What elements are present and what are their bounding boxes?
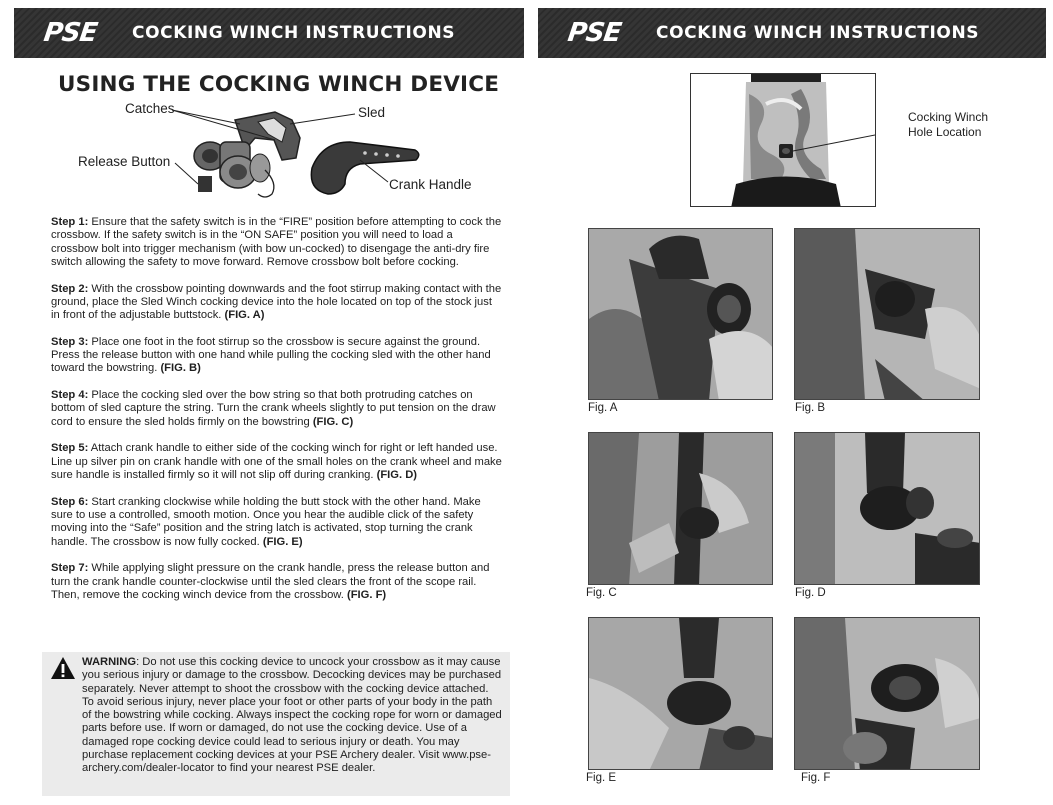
warning-label: WARNING (82, 656, 137, 668)
fig-b-caption: Fig. B (795, 402, 826, 414)
fig-a-illustration (589, 229, 773, 400)
header-bar-left (14, 8, 524, 58)
step-text: Start cranking clockwise while holding the butt stock with the other hand. Make sure to use a controlled, smooth motion. Once you hear the audible click of the safety moving into the “Safe” position and the string latch is activated, stop turning the crank handle. The crossbow is now fully cocked. (51, 495, 481, 548)
step-label: Step 2: (51, 282, 89, 295)
step-text: Attach crank handle to either side of the cocking winch for right or left handed use. Line up silver pin on crank handle with one of the small holes on the crank wheel and make sure handle is installed firmly so it will not slip off during cranking. (51, 442, 502, 482)
warning-box (42, 652, 510, 796)
fig-c-photo (588, 432, 773, 585)
step-label: Step 5: (51, 442, 89, 455)
step-4 (51, 389, 503, 429)
pse-logo: PSE (41, 18, 99, 48)
step-text: Place the cocking sled over the bow string so that both protruding catches on bottom of sled capture the string. Turn the crank wheels slightly to put tension on the draw cord to ensure the sled holds firmly on the bowstring (51, 389, 496, 428)
step-text: With the crossbow pointing downwards and the foot stirrup making contact with the ground, place the Sled Winch cocking device into the hole located on top of the stock just in front of the adjustable buttstock. (51, 282, 502, 322)
step-label: Step 3: (51, 335, 89, 348)
fig-c-illustration (589, 433, 773, 585)
winch-hole-photo (690, 73, 876, 207)
winch-hole-label-line: Cocking Winch (908, 110, 989, 124)
step-label: Step 6: (51, 495, 89, 508)
step-label: Step 1: (51, 216, 89, 228)
fig-f-caption: Fig. F (801, 772, 831, 784)
fig-d-illustration (795, 433, 980, 585)
instruction-steps (51, 216, 503, 616)
fig-b-illustration (795, 229, 980, 400)
step-text: While applying slight pressure on the crank handle, press the release button and turn the crank handle counter-clockwise until the sled clears the front of the scope rail. Then, remove the cocking winch device from the crossbow. (51, 562, 490, 601)
crank-handle-label: Crank Handle (389, 177, 472, 192)
step-label: Step 7: (51, 562, 89, 575)
step-1 (51, 216, 503, 269)
fig-b-photo (794, 228, 980, 400)
step-text: Place one foot in the foot stirrup so the crossbow is secure against the ground. Press the release button with one hand while pulling the cocking sled with the other hand toward the bowstring. (51, 335, 491, 375)
fig-a-caption: Fig. A (588, 402, 618, 414)
release-button-label: Release Button (78, 154, 171, 169)
step-fig-ref: (FIG. F) (346, 588, 387, 601)
fig-d-photo (794, 432, 980, 585)
fig-f-illustration (795, 618, 980, 770)
warning-triangle-icon (50, 656, 76, 680)
step-fig-ref: (FIG. D) (376, 469, 418, 482)
fig-e-illustration (589, 618, 773, 770)
step-fig-ref: (FIG. C) (312, 415, 354, 428)
header-title: COCKING WINCH INSTRUCTIONS (132, 23, 456, 43)
page-title: USING THE COCKING WINCH DEVICE (58, 72, 500, 97)
step-6 (51, 496, 503, 549)
step-fig-ref: (FIG. A) (224, 309, 265, 322)
step-3 (51, 336, 503, 376)
step-fig-ref: (FIG. E) (262, 535, 303, 548)
winch-hole-label-line: Hole Location (908, 124, 982, 139)
warning-text (51, 656, 502, 776)
step-2 (51, 283, 503, 323)
fig-a-photo (588, 228, 773, 400)
header-bar-right (538, 8, 1046, 58)
catches-label: Catches (125, 101, 175, 116)
step-fig-ref: (FIG. B) (160, 362, 201, 375)
step-5 (51, 442, 503, 482)
winch-device-diagram (60, 98, 500, 206)
pse-logo: PSE (565, 18, 623, 48)
step-text: Ensure that the safety switch is in the “FIRE” position before attempting to cock the crossbow. If the safety switch is in the “ON SAFE” position you will need to load a crossbow bolt into trigger mechanism (with bow un-cocked) to disengage the anti-dry fire switch allowing the safety to move forward. Remove crossbow bolt before cocking. (51, 216, 502, 268)
fig-c-caption: Fig. C (586, 587, 617, 599)
header-title: COCKING WINCH INSTRUCTIONS (656, 23, 980, 43)
fig-d-caption: Fig. D (795, 587, 826, 599)
step-7 (51, 562, 503, 602)
fig-f-photo (794, 617, 980, 770)
sled-label: Sled (358, 105, 386, 120)
stock-photo-illustration (691, 74, 876, 207)
fig-e-photo (588, 617, 773, 770)
winch-hole-label (908, 110, 988, 139)
step-label: Step 4: (51, 389, 89, 402)
warning-body: : Do not use this cocking device to uncock your crossbow as it may cause you serious injury or damage to the crossbow. Decocking devices may be purchased separately. Never attempt to shoot the crossbow with the cocking device attached. To avoid serious injury, never place your foot or other parts of your body in the path of the bowstring while cocking. Always inspect the cocking rope for worn or damaged parts before use. If worn or damaged, do not use the cocking device. Use of a damaged rope cocking device could lead to serious injury or death. You may purchase replacement cocking devices at your PSE Archery dealer. Visit www.pse-archery.com/dealer-locator to find your nearest PSE dealer. (82, 656, 502, 775)
fig-e-caption: Fig. E (586, 772, 617, 784)
